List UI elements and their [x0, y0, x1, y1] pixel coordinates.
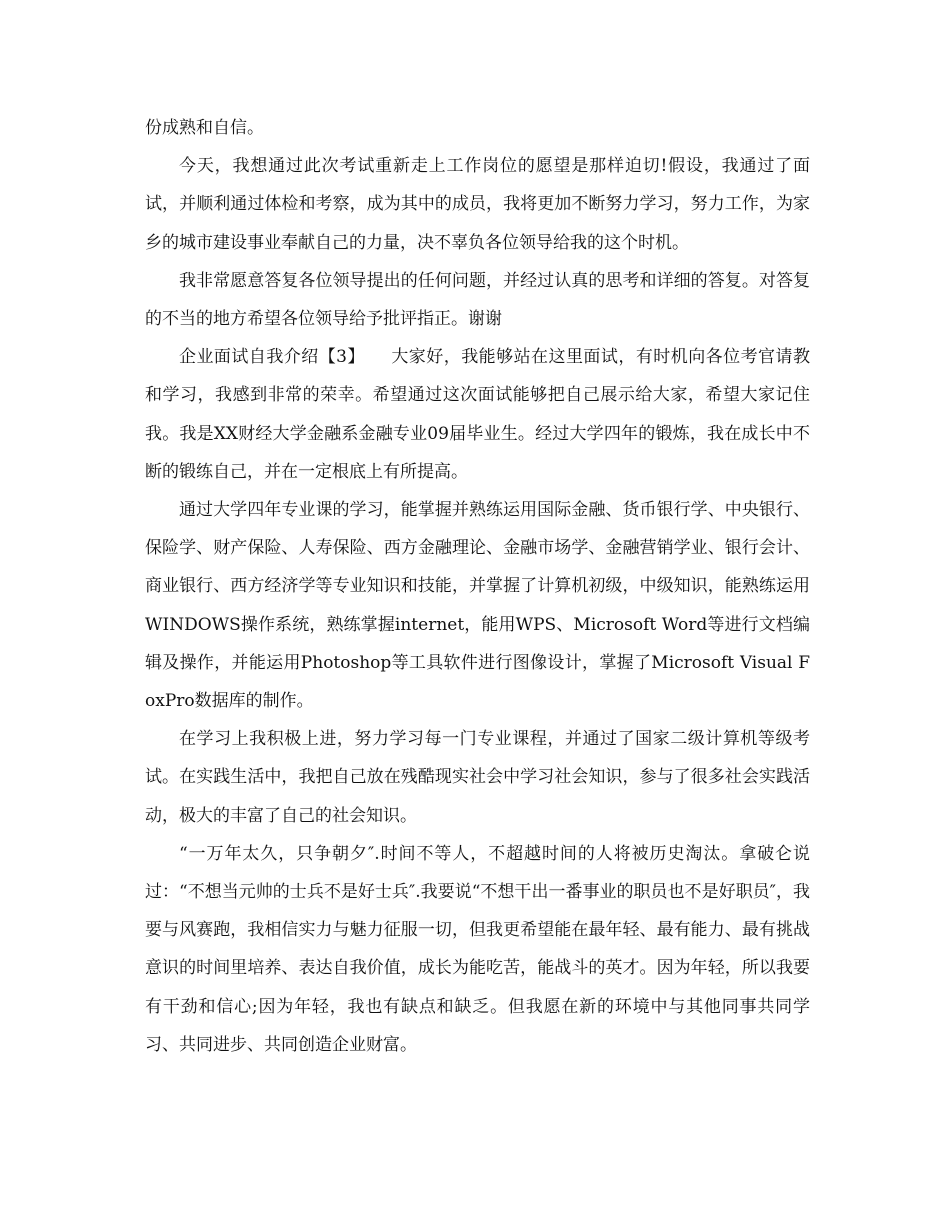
- paragraph-intro-3: 企业面试自我介绍【3】 大家好，我能够站在这里面试，有时机向各位考官请教和学习，我感到非常的荣幸。希望通过这次面试能够把自己展示给大家，希望大家记住我。我是XX财经大学金融系金融专业09届毕业生。经过大学四年的锻炼，我在成长中不断的锻练自己，并在一定根底上有所提高。: [145, 347, 810, 482]
- paragraph-today-wish: 今天，我想通过此次考试重新走上工作岗位的愿望是那样迫切!假设，我通过了面试，并顺利通过体检和考察，成为其中的成员，我将更加不断努力学习，努力工作，为家乡的城市建设事业奉献自己的力量，决不辜负各位领导给我的这个时机。: [145, 156, 810, 253]
- paragraph-closing: “一万年太久，只争朝夕″.时间不等人，不超越时间的人将被历史淘汰。拿破仑说过：“不想当元帅的士兵不是好士兵″.我要说“不想干出一番事业的职员也不是好职员″，我要与风赛跑，我相信实力与魅力征服一切，但我更希望能在最年轻、最有能力、最有挑战意识的时间里培养、表达自我价值，成长为能吃苦，能战斗的英才。因为年轻，所以我要有干劲和信心;因为年轻，我也有缺点和缺乏。但我愿在新的环境中与其他同事共同学习、共同进步、共同创造企业财富。: [145, 843, 810, 1055]
- paragraph-continuation: 份成熟和自信。: [145, 118, 264, 138]
- paragraph-study-practice: 在学习上我积极上进，努力学习每一门专业课程，并通过了国家二级计算机等级考试。在实践生活中，我把自己放在残酷现实社会中学习社会知识，参与了很多社会实践活动，极大的丰富了自己的社会知识。: [145, 729, 810, 826]
- document-body: [145, 109, 810, 1064]
- paragraph-skills: 通过大学四年专业课的学习，能掌握并熟练运用国际金融、货币银行学、中央银行、保险学、财产保险、人寿保险、西方金融理论、金融市场学、金融营销学业、银行会计、商业银行、西方经济学等专业知识和技能，并掌握了计算机初级，中级知识，能熟练运用WINDOWS操作系统，熟练掌握internet，能用WPS、Microsoft Word等进行文档编辑及操作，并能运用Photoshop等工具软件进行图像设计，掌握了Microsoft Visual FoxPro数据库的制作。: [145, 500, 810, 712]
- paragraph-answer-questions: 我非常愿意答复各位领导提出的任何问题，并经过认真的思考和详细的答复。对答复的不当的地方希望各位领导给予批评指正。谢谢: [145, 270, 810, 330]
